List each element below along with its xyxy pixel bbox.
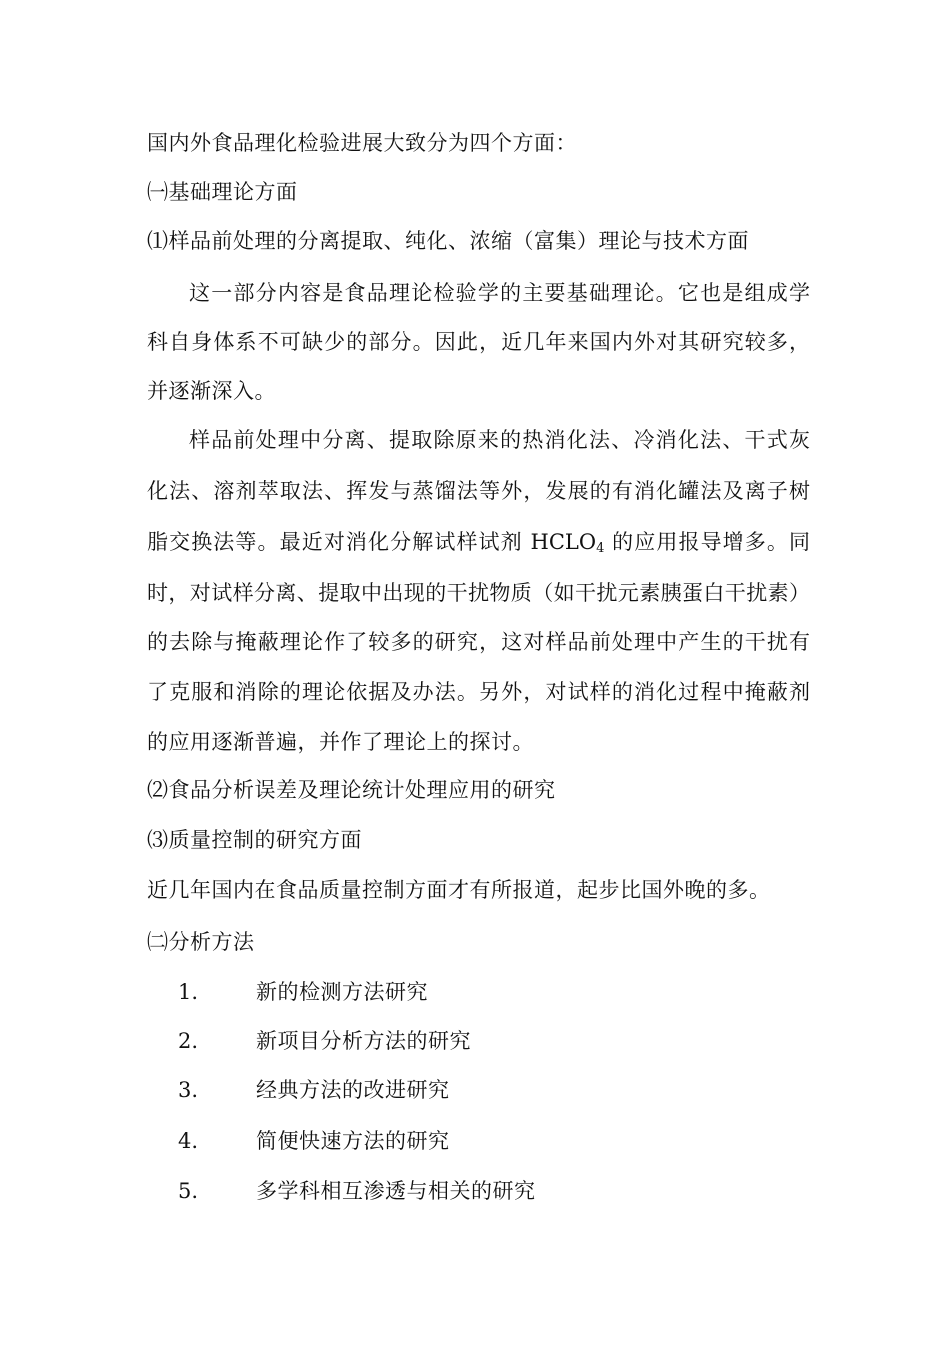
paragraph-2-line-7: 的应用逐渐普遍，并作了理论上的探讨。 [147, 730, 534, 754]
section-1-heading: ㈠基础理论方面 [147, 180, 298, 204]
list-item-number: 4. [178, 1129, 199, 1153]
paragraph-2-line-6: 了克服和消除的理论依据及办法。另外，对试样的消化过程中掩蔽剂 [147, 680, 810, 704]
list-item-text: 多学科相互渗透与相关的研究 [256, 1179, 536, 1203]
paragraph-1-line-2: 科自身体系不可缺少的部分。因此，近几年来国内外对其研究较多， [147, 330, 810, 354]
list-item-number: 5. [178, 1179, 199, 1203]
subsection-2-heading: ⑵食品分析误差及理论统计处理应用的研究 [147, 778, 556, 802]
intro-text: 国内外食品理化检验进展大致分为四个方面： [147, 131, 577, 155]
subsection-3-heading: ⑶质量控制的研究方面 [147, 828, 362, 852]
paragraph-2-line-1: 样品前处理中分离、提取除原来的热消化法、冷消化法、干式灰 [189, 428, 810, 452]
paragraph-1-line-3: 并逐渐深入。 [147, 379, 276, 403]
quality-control-text: 近几年国内在食品质量控制方面才有所报道，起步比国外晚的多。 [147, 878, 771, 902]
paragraph-2-line-3-end: 的应用报导增多。同 [604, 530, 810, 554]
paragraph-2-line-4: 时，对试样分离、提取中出现的干扰物质（如干扰元素胰蛋白干扰素） [147, 581, 810, 605]
subsection-1-heading: ⑴样品前处理的分离提取、纯化、浓缩（富集）理论与技术方面 [147, 229, 749, 253]
chemical-subscript: 4 [596, 541, 605, 556]
list-item-number: 3. [178, 1078, 199, 1102]
section-2-heading: ㈡分析方法 [147, 930, 255, 954]
list-item-text: 简便快速方法的研究 [256, 1129, 450, 1153]
paragraph-1-line-1: 这一部分内容是食品理论检验学的主要基础理论。它也是组成学 [189, 281, 810, 305]
paragraph-2-line-5: 的去除与掩蔽理论作了较多的研究，这对样品前处理中产生的干扰有 [147, 630, 810, 654]
list-item-text: 新项目分析方法的研究 [256, 1029, 471, 1053]
list-item-text: 经典方法的改进研究 [256, 1078, 450, 1102]
list-item-number: 1. [178, 980, 199, 1004]
paragraph-2-line-3 [147, 528, 810, 556]
paragraph-2-line-2: 化法、溶剂萃取法、挥发与蒸馏法等外，发展的有消化罐法及离子树 [147, 479, 810, 503]
paragraph-2-line-3-start: 脂交换法等。最近对消化分解试样试剂 HCLO [147, 530, 597, 554]
list-item-text: 新的检测方法研究 [256, 980, 428, 1004]
list-item-number: 2. [178, 1029, 199, 1053]
